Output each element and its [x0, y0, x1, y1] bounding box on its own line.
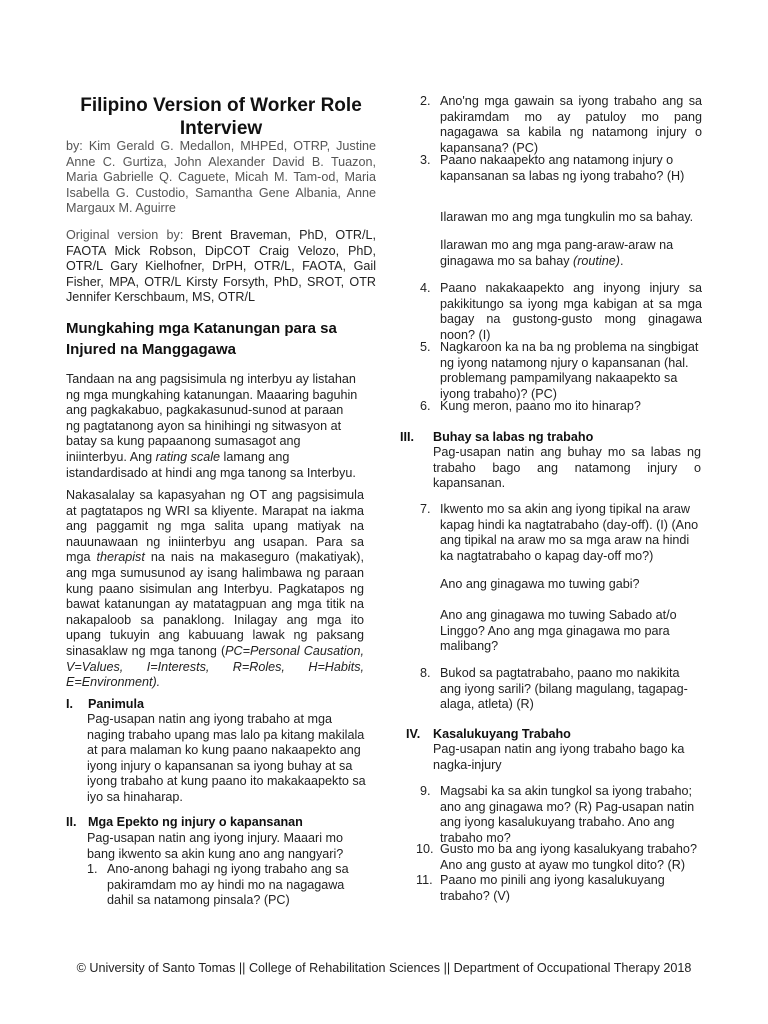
question-text: Paano nakakaapekto ang inyong injury sa pakikitungo sa iyong mga kabigan at sa mga bagay na gustong-gusto mong ginagawa noon? (I) — [440, 281, 702, 342]
question-item-11 — [416, 873, 702, 904]
question-text: Ikwento mo sa akin ang iyong tipikal na araw kapag hindi ka nagtatrabaho (day-off). (I) (Ano ang tipikal na araw mo sa mga araw na hindi ka nagtatrabaho o kapag day-off mo?) — [440, 502, 699, 563]
question-number: 3. — [420, 153, 431, 167]
section-i-number: I. — [66, 697, 73, 711]
section-iv-title: Kasalukuyang Trabaho — [433, 727, 571, 741]
home-routine-end: . — [619, 253, 624, 268]
intro-p1-emphasis: rating scale — [155, 449, 221, 464]
authors-prefix: by: — [66, 139, 83, 153]
question-item-6 — [420, 399, 702, 415]
section-iii-number: III. — [400, 430, 414, 444]
question-number: 4. — [420, 281, 431, 295]
intro-p1-text-a: Tandaan na ang pagsisimula ng interbyu ay listahan ng mga mungkahing katanungan. Maaaring baguhin ang pagkakabuo, pagkakasunud-sunod at paraan ng pagtatanong ayon sa hinihingi ng sitwasyon at batay sa kung papaanong sumasagot ang iniinterbyu. Ang — [66, 372, 358, 464]
question-text: Paano mo pinili ang iyong kasalukuyang trabaho? (V) — [440, 873, 665, 903]
intro-p1-text-b: lamang ang istandardisado at hindi ang mga tanong sa Interbyu. — [66, 449, 356, 480]
question-text: Nagkaroon ka na ba ng problema na singbigat ng iyong natamong njury o kapansanan (hal. problemang pampamilyang nakaapekto sa iyong trabaho)? (PC) — [440, 340, 699, 401]
section-iv-number: IV. — [406, 727, 421, 741]
question-number: 11. — [416, 873, 433, 887]
question-text: Ano'ng mga gawain sa iyong trabaho ang sa pakiramdam mo ay patuloy mo pang nagagawa sa kabila ng natamong injury o kapansana? (PC) — [440, 94, 702, 155]
question-item-2 — [420, 94, 702, 156]
original-names: Brent Braveman, PhD, OTR/L, FAOTA Mick Robson, DipCOT Craig Velozo, PhD, OTR/L Gary Kielhofner, DrPH, OTR/L, FAOTA, Gail Fisher, MPA, OTR/L Kirsty Forsyth, PhD, SROT, OTR Jennifer Kerschbaum, MS, OTR/L — [66, 228, 377, 305]
question-item-7 — [420, 502, 702, 564]
question-number: 7. — [420, 502, 431, 516]
question-text: Magsabi ka sa akin tungkol sa iyong trabaho; ano ang ginagawa mo? (R) Pag-usapan natin ang iyong kasalukuyang trabaho. Ano ang trabaho mo? — [440, 784, 695, 845]
home-routine-prompt — [440, 238, 702, 269]
question-item-5 — [420, 340, 702, 402]
question-number: 2. — [420, 94, 431, 108]
section-ii-title: Mga Epekto ng injury o kapansanan — [88, 815, 303, 829]
page-footer: © University of Santo Tomas || College of Rehabilitation Sciences || Department of Occupational Therapy 2018 — [76, 961, 692, 975]
question-item-10 — [416, 842, 702, 873]
question-item-9 — [420, 784, 702, 846]
question-text: Paano nakaapekto ang natamong injury o kapansanan sa labas ng iyong trabaho? (H) — [440, 153, 685, 183]
authors-names: Kim Gerald G. Medallon, MHPEd, OTRP, Justine Anne C. Gurtiza, John Alexander David B. Tuazon, Maria Gabrielle Q. Caguete, Micah M. Tam-od, Maria Isabella G. Custodio, Samantha Gene Albania, Anne Margaux M. Aguirre — [66, 139, 376, 216]
question-text: Bukod sa pagtatrabaho, paano mo nakikita ang iyong sarili? (bilang magulang, tagapag-alaga, atleta) (R) — [440, 666, 688, 712]
question-item-3 — [420, 153, 702, 184]
intro-p2-text-a: Nakasalalay sa kapasyahan ng OT ang pagsisimula at pagtatapos ng WRI sa kliyente. Marapat na iakma ang paggamit ng mga salita upang matiyak na nauunawaan ng iniinterbyu ang usapan. Para sa mga — [66, 488, 364, 565]
intro-paragraph-1 — [66, 372, 360, 481]
section-iii-heading — [400, 430, 593, 446]
section-iii-title: Buhay sa labas ng trabaho — [433, 430, 594, 444]
question-item-1 — [87, 862, 363, 909]
section-ii-body: Pag-usapan natin ang iyong injury. Maaari mo bang ikwento sa akin kung ano ang nangyari? — [87, 831, 344, 861]
question-number: 8. — [420, 666, 431, 680]
home-routine-emphasis: (routine) — [573, 253, 620, 268]
night-prompt: Ano ang ginagawa mo tuwing gabi? — [440, 577, 640, 591]
document-title: Filipino Version of Worker Role Interview — [80, 95, 362, 139]
question-number: 5. — [420, 340, 431, 354]
original-prefix: Original version by: — [66, 228, 184, 242]
original-authors-block — [66, 228, 376, 306]
question-number: 1. — [87, 862, 98, 876]
section-iii-body: Pag-usapan natin ang buhay mo sa labas ng trabaho bago ang natamong injury o kapansanan. — [433, 445, 701, 491]
home-routine-text: Ilarawan mo ang mga pang-araw-araw na ginagawa mo sa bahay — [440, 238, 674, 268]
intro-p2-emphasis-therapist: therapist — [96, 550, 145, 565]
section-i-title: Panimula — [88, 697, 144, 711]
section-heading: Mungkahing mga Katanungan para sa Injured na Manggagawa — [66, 320, 337, 358]
section-i-body: Pag-usapan natin ang iyong trabaho at mga naging trabaho upang mas lalo pa kitang makilala at para malaman ko kung paano nakaapekto ang iyong injury o kapansanan sa iyong buhay at sa iyong trabaho at kung paano ito makakaapekto sa iyo sa hinaharap. — [87, 712, 366, 804]
intro-p2-text-b: na nais na makaseguro (makatiyak), ang mga sumusunod ay isang halimbawa ng paraan kung paano sisimulan ang Interbyu. Pagkatapos ng bawat katanungan ay matatagpuan ang mga titik na nakapaloob sa panaklong. Inilagay ang mga ito upang tukuyin ang kabuuang lawak ng paksang sinasaklaw ng mga tanong ( — [66, 550, 364, 658]
question-number: 9. — [420, 784, 431, 798]
section-ii-heading — [66, 815, 303, 831]
question-text: Ano-anong bahagi ng iyong trabaho ang sa pakiramdam mo ay hindi mo na nagagawa dahil sa natamong pinsala? (PC) — [107, 862, 349, 908]
question-item-4 — [420, 281, 702, 343]
weekend-prompt: Ano ang ginagawa mo tuwing Sabado at/o Linggo? Ano ang mga ginagawa mo para malibang? — [440, 608, 677, 654]
home-roles-prompt: Ilarawan mo ang mga tungkulin mo sa bahay. — [440, 210, 694, 224]
question-number: 6. — [420, 399, 431, 413]
intro-paragraph-2 — [66, 488, 364, 691]
authors-block — [66, 139, 376, 217]
question-text: Gusto mo ba ang iyong kasalukyang trabaho? Ano ang gusto at ayaw mo tungkol dito? (R) — [440, 842, 697, 872]
question-text: Kung meron, paano mo ito hinarap? — [440, 399, 641, 413]
section-i-heading — [66, 697, 144, 713]
section-ii-number: II. — [66, 815, 77, 829]
question-item-8 — [420, 666, 702, 713]
intro-p2-emphasis-legend: PC=Personal Causation, V=Values, I=Interests, R=Roles, H=Habits, E=Environment). — [66, 643, 364, 690]
section-iv-heading — [406, 727, 571, 743]
section-iv-body: Pag-usapan natin ang iyong trabaho bago ka nagka-injury — [433, 742, 685, 772]
question-number: 10. — [416, 842, 434, 856]
